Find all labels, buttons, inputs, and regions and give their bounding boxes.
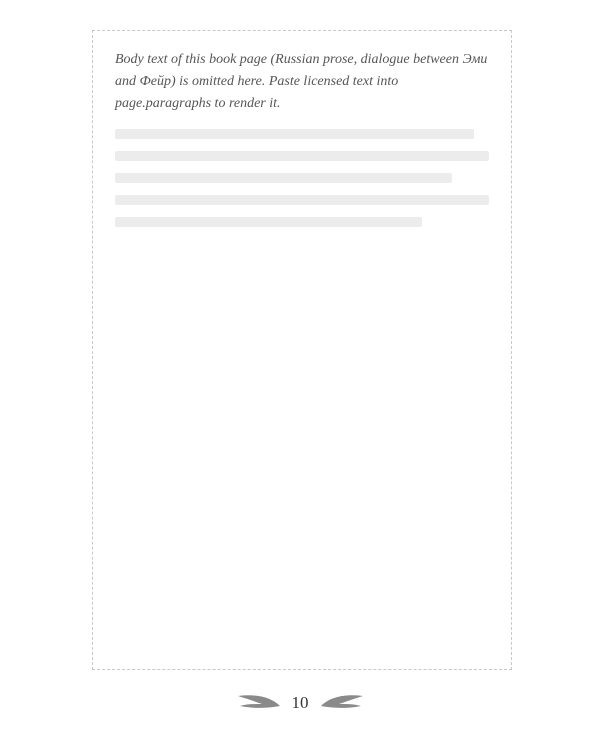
- wing-icon: [236, 692, 282, 714]
- body-omitted-note: Body text of this book page (Russian prose, dialogue between Эми and Фейр) is omitted here. Paste licensed text into page.paragraphs to render it.: [115, 52, 488, 111]
- placeholder-line: [115, 173, 452, 183]
- wing-icon: [319, 692, 365, 714]
- page-number: 10: [291, 693, 309, 712]
- body-text-area: [92, 30, 512, 670]
- placeholder-line: [115, 129, 474, 139]
- page-footer: [0, 688, 600, 718]
- placeholder-line: [115, 195, 489, 205]
- placeholder-line: [115, 217, 422, 227]
- placeholder-line: [115, 151, 489, 161]
